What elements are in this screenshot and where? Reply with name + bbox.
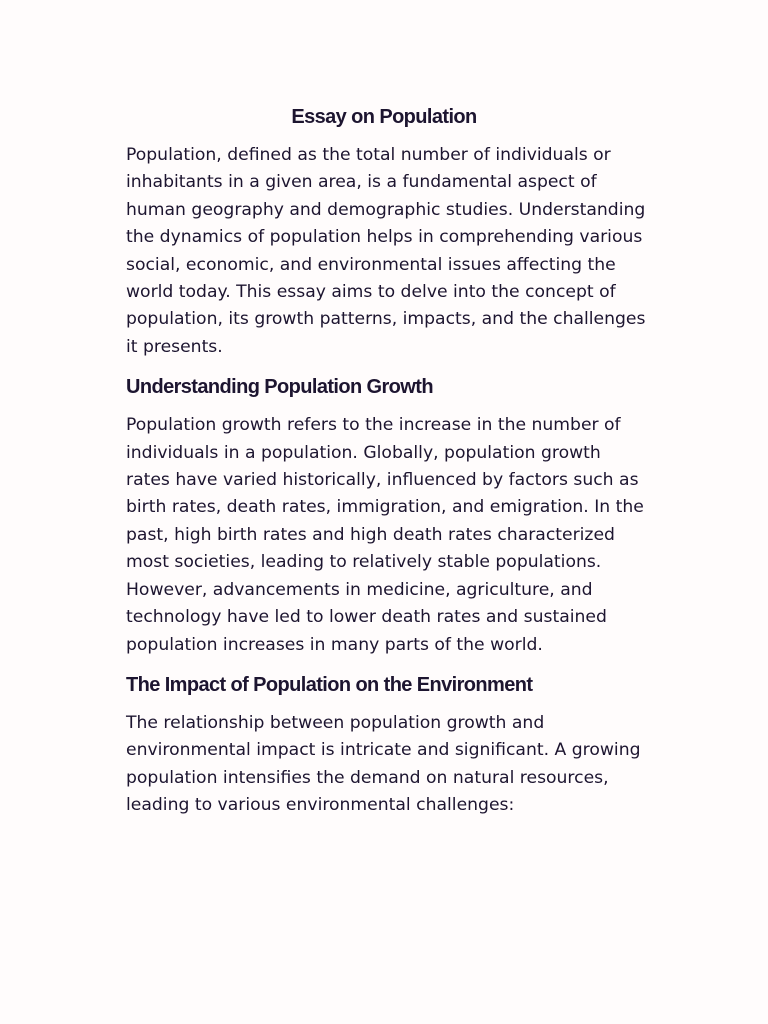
document-page	[126, 103, 646, 820]
section-paragraph-environment-impact: The relationship between population growth and environmental impact is intricate and significant. A growing population intensifies the demand on natural resources, leading to various environmental challenges:	[126, 712, 641, 816]
section-heading-population-growth: Understanding Population Growth	[126, 376, 433, 399]
document-title: Essay on Population	[291, 106, 477, 128]
intro-paragraph: Population, defined as the total number of individuals or inhabitants in a given area, is a fundamental aspect of human geography and demographic studies. Understanding the dynamics of population helps in comprehending various social, economic, and environmental issues affecting the world today. This essay aims to delve into the concept of population, its growth patterns, impacts, and the challenges it presents.	[126, 145, 646, 357]
section-heading-environment-impact: The Impact of Population on the Environment	[126, 673, 533, 696]
section-paragraph-population-growth: Population growth refers to the increase in the number of individuals in a population. Globally, population growth rates have varied historically, influenced by factors such as birth rates, death rates, immigration, and emigration. In the past, high birth rates and high death rates characterized most societies, leading to relatively stable populations. However, advancements in medicine, agriculture, and technology have led to lower death rates and sustained population increases in many parts of the world.	[126, 415, 644, 655]
